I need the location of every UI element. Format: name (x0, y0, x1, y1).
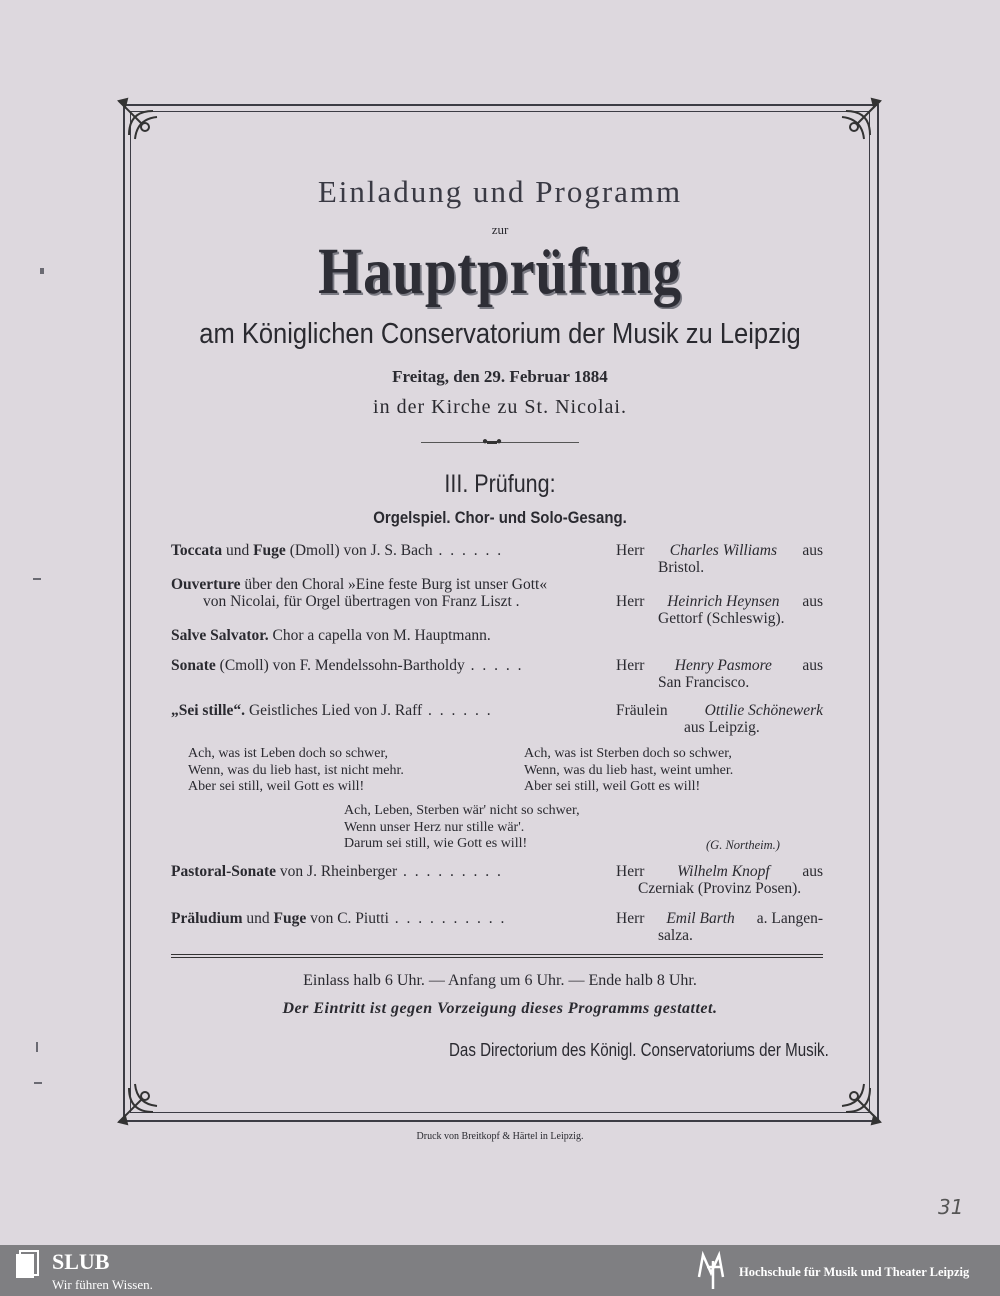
performer: Fräulein Ottilie Schönewerk aus Leipzig. (616, 702, 823, 736)
ornament-top-left-icon (115, 97, 179, 161)
margin-mark (34, 1082, 42, 1084)
event-venue: in der Kirche zu St. Nicolai. (373, 396, 627, 418)
printer-imprint: Druck von Breitkopf & Härtel in Leipzig. (416, 1131, 584, 1142)
slub-tagline: Wir führen Wissen. (52, 1277, 153, 1292)
double-rule (171, 954, 823, 955)
ornament-bottom-left-icon (115, 1062, 179, 1126)
ornament-bottom-right-icon (820, 1062, 884, 1126)
performer: Herr Wilhelm Knopf aus Czerniak (Provinz Posen). (616, 863, 823, 897)
document-page: Einladung und Programm zur Hauptprüfung am Königlichen Conservatorium der Musik zu Leipzig Freitag, den 29. Februar 1884 in der Kirche zu St. Nicolai. ●▬● III. Prüfung: Orgelspiel. Chor- und Solo-Gesang. Toccata und Fuge (Dmoll) von J. S. Bach . . . . . . Herr Charles Williams aus Bristol. Ouverture über den Choral »Eine feste Burg ist unser Gott« von Nicolai, für Orgel übertragen von Franz Liszt . Herr Heinrich Heynsen aus Gettorf (Schleswig). Salve Salvator. Chor a capella von M. Hauptmann. Sonate (Cmoll) von F. Mendelssohn-Bartholdy . . . . . Herr Henry Pasmore aus San Francisco. „Sei stille“. Geistliches Lied von J. Raff . . . . . . Fräulein Ottilie Schönewerk aus Leipzig. Ach, was ist Leben doch so schwer, Wenn, was du lieb hast, ist nicht mehr. Aber sei still, weil Gott es will! Ach, was ist Sterben doch so schwer, Wenn, was du lieb hast, weint umher. Aber sei still, weil Gott es will! Ach, Leben, Sterben wär' nicht so schwer, Wenn unser Herz nur stille wär'. Darum sei still, wie Gott es will! (G. Northeim.) Pastoral-Sonate von J. Rheinberger . . . . . . . . . Herr Wilhelm Knopf aus Czerniak (Provinz Posen). Präludium und Fuge von C. Piutti . . . . . . . . . . Herr Emil Barth a. Langen- salza. Einlass halb 6 Uhr. — Anfang um 6 Uhr. — Ende halb 8 Uhr. Der Eintritt ist gegen Vorzeigung dieses Programms gestattet. Das Directorium des Königl. Conservatoriums der Musik. Druck von Breitkopf & Härtel in Leipzig. 31 (0, 0, 1000, 1245)
main-title: Hauptprüfung (318, 235, 682, 308)
event-date: Freitag, den 29. Februar 1884 (392, 367, 608, 386)
ornament-top-right-icon (820, 97, 884, 161)
entry-times: Einlass halb 6 Uhr. — Anfang um 6 Uhr. — Ende halb 8 Uhr. (303, 972, 697, 989)
performer: Herr Henry Pasmore aus San Francisco. (616, 657, 823, 691)
invitation-heading: Einladung und Programm (317, 174, 683, 209)
poem-center: Ach, Leben, Sterben wär' nicht so schwer, Wenn unser Herz nur stille wär'. Darum sei still, wie Gott es will! (344, 803, 580, 851)
performer: Herr Emil Barth a. Langen- salza. (616, 910, 823, 944)
slub-logo-text[interactable]: SLUB (52, 1249, 110, 1274)
double-rule (171, 957, 823, 958)
performer: Herr Heinrich Heynsen aus Gettorf (Schleswig). (616, 593, 823, 627)
page-number: 31 (938, 1195, 964, 1219)
performer: Herr Charles Williams aus Bristol. (616, 542, 823, 576)
invitation-zur: zur (491, 222, 509, 237)
admission-notice: Der Eintritt ist gegen Vorzeigung dieses Programms gestattet. (282, 1000, 718, 1017)
margin-mark (40, 268, 44, 274)
margin-mark (36, 1042, 38, 1052)
poem-right: Ach, was ist Sterben doch so schwer, Wenn, was du lieb hast, weint umher. Aber sei still, weil Gott es will! (524, 746, 734, 794)
section-subtitle: Orgelspiel. Chor- und Solo-Gesang. (373, 508, 627, 527)
section-title: III. Prüfung: (444, 470, 556, 498)
margin-mark (33, 578, 41, 580)
divider-ornament-icon: ●▬● (482, 436, 502, 447)
poem-left: Ach, was ist Leben doch so schwer, Wenn, was du lieb hast, ist nicht mehr. Aber sei still, weil Gott es will! (188, 746, 404, 794)
directorium-signature: Das Directorium des Königl. Conservatoriums der Musik. (449, 1040, 829, 1060)
poem-author: (G. Northeim.) (706, 838, 780, 852)
book-stack-icon[interactable] (14, 1250, 40, 1280)
hmt-institution-name[interactable]: Hochschule für Musik und Theater Leipzig (739, 1265, 970, 1279)
institution-line: am Königlichen Conservatorium der Musik zu Leipzig (199, 318, 801, 350)
hmt-monogram-icon[interactable] (693, 1247, 731, 1291)
